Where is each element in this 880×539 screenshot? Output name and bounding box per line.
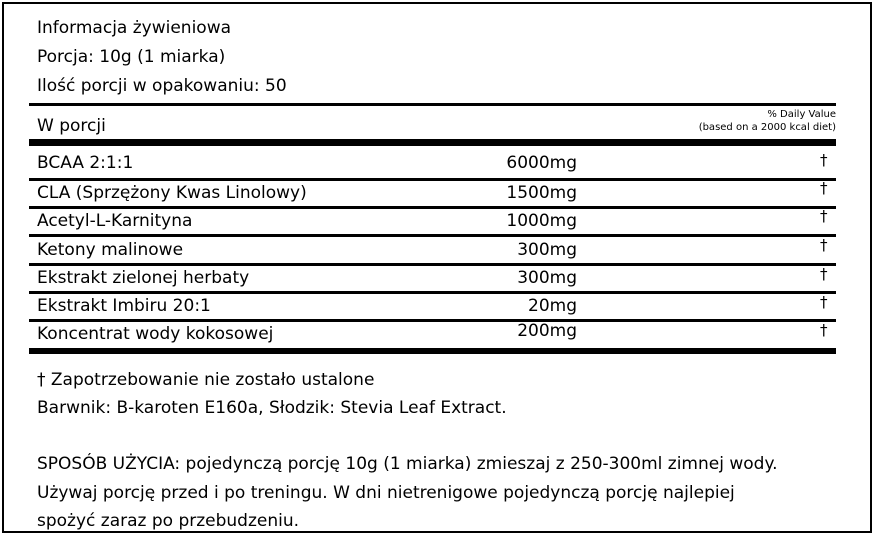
daily-value-header: % Daily Value: [767, 109, 836, 120]
per-serving-label: W porcji: [37, 116, 106, 136]
daily-value-mark: †: [820, 179, 828, 197]
usage-line-3: spożyć zaraz po przebudzeniu.: [37, 511, 300, 531]
ingredient-name: Ekstrakt zielonej herbaty: [37, 268, 250, 288]
ingredient-amount: 300mg: [517, 268, 577, 288]
usage-line-1: SPOSÓB UŻYCIA: pojedynczą porcję 10g (1 miarka) zmieszaj z 250-300ml zimnej wody.: [37, 454, 778, 474]
ingredient-name: Acetyl-L-Karnityna: [37, 211, 193, 231]
usage-line-2: Używaj porcję przed i po treningu. W dni nietrenigowe pojedynczą porcję najlepiej: [37, 483, 735, 503]
ingredient-name: CLA (Sprzężony Kwas Linolowy): [37, 183, 307, 203]
ingredient-amount: 300mg: [517, 240, 577, 260]
row-divider: [29, 178, 836, 181]
ingredient-amount: 200mg: [517, 321, 577, 341]
servings-per-container: Ilość porcji w opakowaniu: 50: [37, 76, 287, 96]
ingredient-name: BCAA 2:1:1: [37, 153, 134, 173]
row-divider: [29, 263, 836, 266]
ingredient-amount: 1000mg: [506, 211, 577, 231]
daily-value-mark: †: [820, 236, 828, 254]
dagger-footnote: † Zapotrzebowanie nie zostało ustalone: [37, 370, 375, 390]
daily-value-mark: †: [820, 293, 828, 311]
label-title: Informacja żywieniowa: [37, 18, 232, 38]
table-bottom-divider: [29, 348, 836, 354]
row-divider: [29, 319, 836, 322]
daily-value-mark: †: [820, 151, 828, 169]
daily-value-mark: †: [820, 321, 828, 339]
ingredient-amount: 6000mg: [506, 153, 577, 173]
table-thick-divider: [29, 139, 836, 146]
daily-value-basis: (based on a 2000 kcal diet): [698, 122, 836, 133]
ingredient-amount: 1500mg: [506, 183, 577, 203]
daily-value-mark: †: [820, 265, 828, 283]
row-divider: [29, 206, 836, 209]
ingredients-note: Barwnik: B-karoten E160a, Słodzik: Stevia Leaf Extract.: [37, 398, 507, 418]
row-divider: [29, 291, 836, 294]
ingredient-name: Ekstrakt Imbiru 20:1: [37, 296, 211, 316]
header-divider: [29, 103, 836, 106]
ingredient-name: Ketony malinowe: [37, 240, 184, 260]
daily-value-mark: †: [820, 207, 828, 225]
serving-size: Porcja: 10g (1 miarka): [37, 47, 226, 67]
row-divider: [29, 234, 836, 237]
ingredient-name: Koncentrat wody kokosowej: [37, 324, 274, 344]
ingredient-amount: 20mg: [528, 296, 577, 316]
